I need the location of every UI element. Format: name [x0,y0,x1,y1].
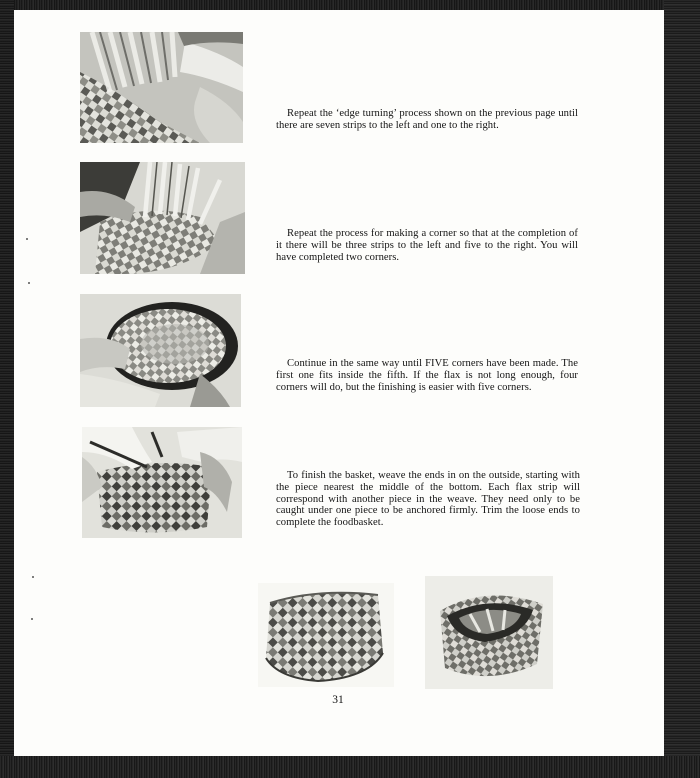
step-2-text: Repeat the process for making a corner so that at the completion of it there will be three strips to the left and five to the right. You will have completed two corners. [276,228,578,263]
page-number: 31 [332,694,344,706]
finished-foodbasket-top-photo [425,576,553,689]
scan-border-left [0,0,14,778]
flax-weaving-corner-photo [80,162,245,274]
book-page [14,10,664,756]
scan-speck [31,618,33,620]
scan-speck [32,576,34,578]
scan-border-bottom [0,756,700,778]
step-1-text: Repeat the ‘edge turning’ process shown on the previous page until there are seven strips to the left and one to the right. [276,108,578,131]
step-4-text: To finish the basket, weave the ends in on the outside, starting with the piece nearest the middle of the bottom. Each flax strip will correspond with another piece in the weave. They need only to be caught under one piece to be anchored firmly. Trim the loose ends to complete the foodbasket. [276,470,580,529]
flax-basket-corners-photo [80,294,241,407]
flax-weaving-edge-photo [80,32,243,143]
finished-foodbasket-side-photo [258,583,394,687]
scan-speck [26,238,28,240]
step-3-text: Continue in the same way until FIVE corners have been made. The first one fits inside the fifth. If the flax is not long enough, four corners will do, but the finishing is easier with five corners. [276,358,578,393]
scan-border-right [664,0,700,778]
scan-speck [28,282,30,284]
flax-basket-finishing-photo [82,427,242,538]
